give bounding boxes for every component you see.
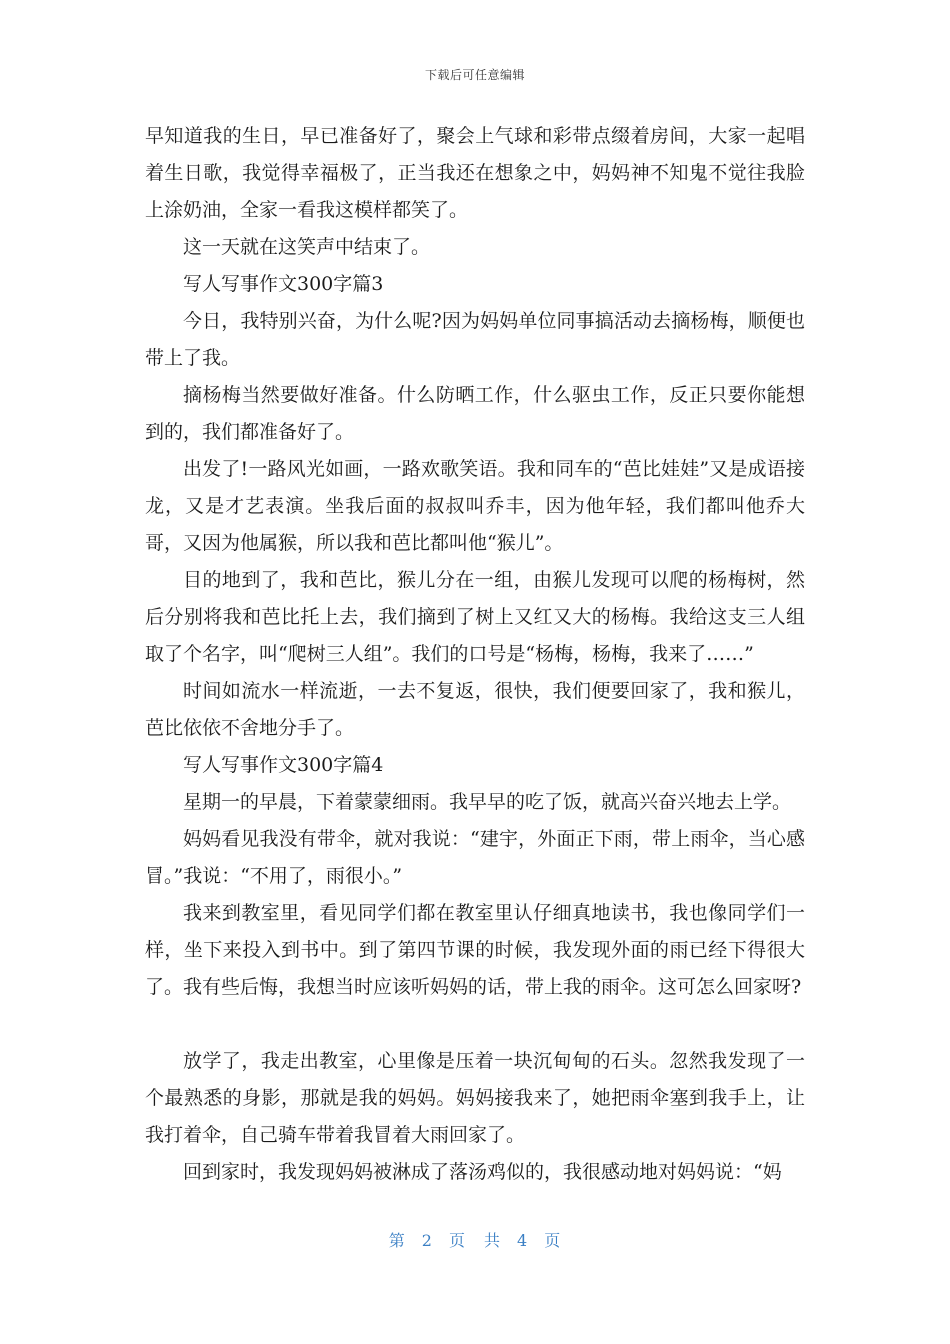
page-header: 下载后可任意编辑 xyxy=(424,68,525,82)
paragraph-10: 星期一的早晨，下着蒙蒙细雨。我早早的吃了饭，就高兴奋兴地去上学。 xyxy=(183,791,792,813)
paragraph-4: 今日，我特别兴奋，为什么呢?因为妈妈单位同事搞活动去摘杨梅，顺便也带上了我。 xyxy=(145,310,805,369)
document-body xyxy=(145,118,805,1191)
section-heading-3: 写人写事作文300字篇3 xyxy=(183,273,384,295)
paragraph-14: 回到家时，我发现妈妈被淋成了落汤鸡似的，我很感动地对妈妈说：“妈 xyxy=(183,1161,782,1183)
paragraph-7: 目的地到了，我和芭比，猴儿分在一组，由猴儿发现可以爬的杨梅树，然后分别将我和芭比托上去，我们摘到了树上又红又大的杨梅。我给这支三人组取了个名字，叫“爬树三人组”。我们的口号是“杨梅，杨梅，我来了……” xyxy=(145,569,805,665)
paragraph-2: 这一天就在这笑声中结束了。 xyxy=(183,236,431,258)
footer-label-di: 第 xyxy=(388,1231,406,1250)
paragraph-gap xyxy=(145,1006,805,1043)
section-heading-4: 写人写事作文300字篇4 xyxy=(183,754,384,776)
footer-current-page: 2 xyxy=(421,1231,433,1250)
paragraph-5: 摘杨梅当然要做好准备。什么防晒工作，什么驱虫工作，反正只要你能想到的，我们都准备好了。 xyxy=(145,384,805,443)
page-footer xyxy=(0,1228,950,1251)
footer-label-ye: 页 xyxy=(544,1231,562,1250)
paragraph-11: 妈妈看见我没有带伞，就对我说：“建宇，外面正下雨，带上雨伞，当心感冒。”我说：“不用了，雨很小。” xyxy=(145,828,805,887)
paragraph-8: 时间如流水一样流逝，一去不复返，很快，我们便要回家了，我和猴儿，芭比依依不舍地分手了。 xyxy=(145,680,805,739)
paragraph-1: 早知道我的生日，早已准备好了，聚会上气球和彩带点缀着房间，大家一起唱着生日歌，我觉得幸福极了，正当我还在想象之中，妈妈神不知鬼不觉往我脸上涂奶油，全家一看我这模样都笑了。 xyxy=(145,125,805,221)
paragraph-13: 放学了，我走出教室，心里像是压着一块沉甸甸的石头。忽然我发现了一个最熟悉的身影，那就是我的妈妈。妈妈接我来了，她把雨伞塞到我手上，让我打着伞，自己骑车带着我冒着大雨回家了。 xyxy=(145,1050,805,1146)
paragraph-6: 出发了!一路风光如画，一路欢歌笑语。我和同车的“芭比娃娃”又是成语接龙，又是才艺表演。坐我后面的叔叔叫乔丰，因为他年轻，我们都叫他乔大哥，又因为他属猴，所以我和芭比都叫他“猴儿”。 xyxy=(145,458,805,554)
footer-total-pages: 4 xyxy=(517,1231,529,1250)
footer-label-ye-gong: 页 共 xyxy=(448,1231,502,1250)
paragraph-12: 我来到教室里，看见同学们都在教室里认仔细真地读书，我也像同学们一样，坐下来投入到书中。到了第四节课的时候，我发现外面的雨已经下得很大了。我有些后悔，我想当时应该听妈妈的话，带上我的雨伞。这可怎么回家呀? xyxy=(145,902,805,998)
